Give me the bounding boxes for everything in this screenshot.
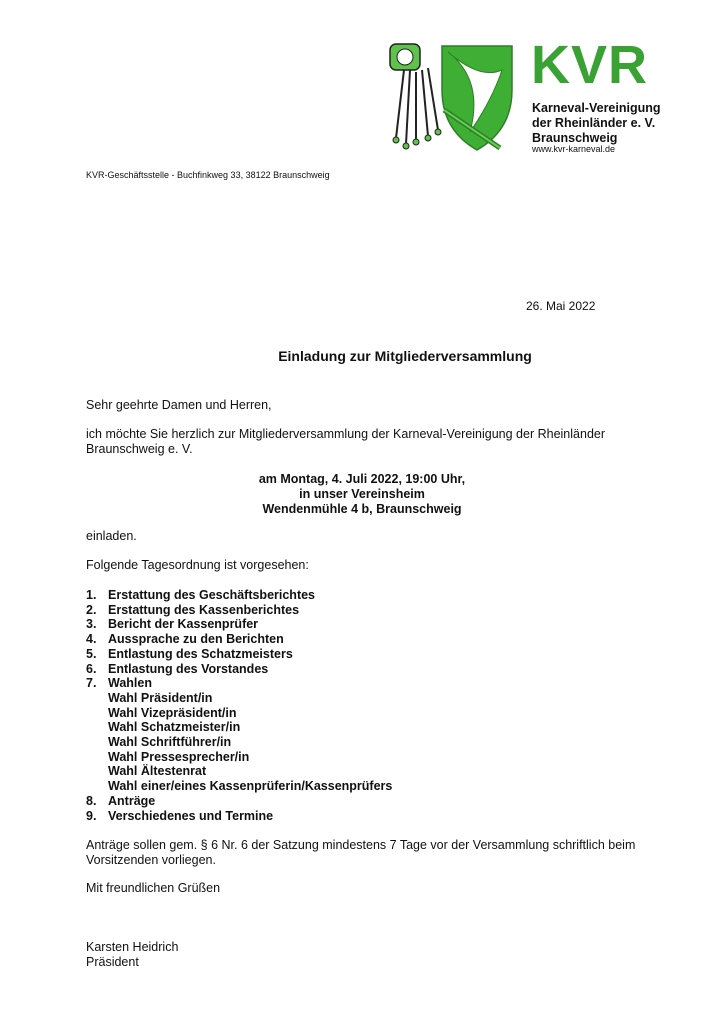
agenda-item-text: Wahl Schatzmeister/in — [108, 720, 241, 735]
agenda-item-number: 5. — [86, 646, 97, 661]
event-venue-line: in unser Vereinsheim — [299, 487, 425, 501]
agenda-item — [86, 632, 392, 647]
agenda-item — [86, 691, 392, 706]
website-link[interactable]: www.kvr-karneval.de — [532, 144, 616, 154]
agenda-item — [86, 750, 392, 765]
agenda-item — [86, 617, 392, 632]
agenda-item — [86, 676, 392, 691]
agenda-item-text: Aussprache zu den Berichten — [108, 632, 284, 647]
agenda-item-text: Wahl Präsident/in — [108, 690, 213, 705]
agenda-intro: Folgende Tagesordnung ist vorgesehen: — [86, 558, 309, 572]
agenda-list — [86, 588, 392, 823]
motions-note: Anträge sollen gem. § 6 Nr. 6 der Satzung mindestens 7 Tage vor der Versammlung schriftlich beim Vorsitzenden vorliegen. — [86, 838, 636, 867]
agenda-item — [86, 720, 392, 735]
agenda-item — [86, 662, 392, 677]
event-details — [0, 472, 724, 517]
agenda-item-text: Wahl einer/eines Kassenprüferin/Kassenprüfers — [108, 779, 393, 794]
agenda-item — [86, 735, 392, 750]
intro-paragraph: ich möchte Sie herzlich zur Mitgliederversammlung der Karneval-Vereinigung der Rheinländer Braunschweig e. V. — [86, 427, 606, 456]
agenda-item-number: 7. — [86, 676, 97, 691]
agenda-item-number: 6. — [86, 661, 97, 676]
signer-name: Karsten Heidrich — [86, 940, 179, 954]
logo-wordmark: KVR — [531, 35, 649, 95]
org-name-line: Karneval-Vereinigung — [532, 101, 661, 115]
agenda-item — [86, 764, 392, 779]
agenda-item — [86, 603, 392, 618]
agenda-item — [86, 794, 392, 809]
agenda-item-text: Wahlen — [108, 676, 152, 691]
agenda-item-text: Entlastung des Schatzmeisters — [108, 646, 293, 661]
agenda-item-number: 2. — [86, 602, 97, 617]
agenda-item-text: Wahl Pressesprecher/in — [108, 749, 250, 764]
event-date-line: am Montag, 4. Juli 2022, 19:00 Uhr, — [258, 472, 466, 486]
salutation: Sehr geehrte Damen und Herren, — [86, 398, 272, 412]
signer-title: Präsident — [86, 955, 139, 969]
invite-close: einladen. — [86, 529, 137, 543]
agenda-item-number: 9. — [86, 808, 97, 823]
closing: Mit freundlichen Grüßen — [86, 881, 221, 895]
agenda-item-text: Erstattung des Geschäftsberichtes — [108, 588, 316, 602]
agenda-item-text: Bericht der Kassenprüfer — [108, 617, 259, 632]
agenda-item-number: 3. — [86, 617, 97, 632]
agenda-item-text: Wahl Ältestenrat — [108, 764, 207, 779]
agenda-item-text: Wahl Vizepräsident/in — [108, 705, 237, 720]
agenda-item — [86, 779, 392, 794]
agenda-item — [86, 647, 392, 662]
agenda-item-number: 1. — [86, 588, 97, 602]
letter-date: 26. Mai 2022 — [526, 299, 596, 313]
kvr-crest-logo — [384, 40, 514, 156]
agenda-item — [86, 809, 392, 824]
event-address-line: Wendenmühle 4 b, Braunschweig — [262, 502, 462, 516]
agenda-item-text: Wahl Schriftführer/in — [108, 735, 232, 750]
agenda-item-number: 4. — [86, 632, 97, 647]
agenda-item-text: Erstattung des Kassenberichtes — [108, 602, 300, 617]
organization-name — [532, 101, 661, 146]
agenda-item — [86, 706, 392, 721]
sender-address-line: KVR-Geschäftsstelle - Buchfinkweg 33, 38122 Braunschweig — [86, 170, 330, 180]
sceptre-icon — [396, 68, 438, 144]
agenda-item-text: Verschiedenes und Termine — [108, 808, 274, 823]
agenda-item — [86, 588, 392, 603]
letter-title: Einladung zur Mitgliederversammlung — [278, 348, 532, 364]
agenda-item-text: Anträge — [108, 793, 156, 808]
org-name-line: der Rheinländer e. V. — [532, 116, 656, 130]
org-name-line: Braunschweig — [532, 131, 618, 145]
agenda-item-text: Entlastung des Vorstandes — [108, 661, 269, 676]
agenda-item-number: 8. — [86, 793, 97, 808]
